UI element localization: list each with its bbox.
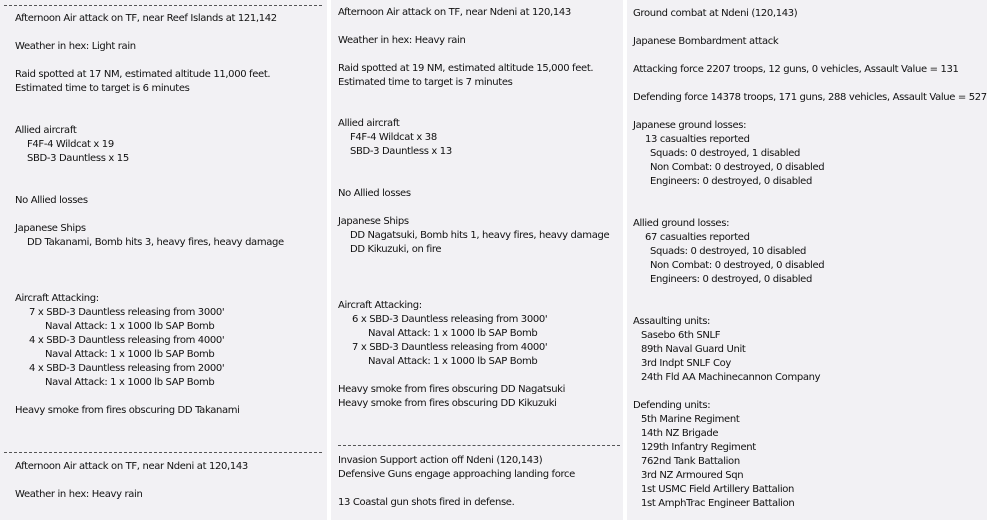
unit-line: 5th Marine Regiment	[641, 414, 740, 425]
unit-line: 3rd NZ Armoured Sqn	[641, 470, 744, 481]
loss-detail-line: Engineers: 0 destroyed, 0 disabled	[650, 176, 812, 187]
next-report-title: Afternoon Air attack on TF, near Ndeni at 120,143	[15, 461, 248, 472]
attack-line: 7 x SBD-3 Dauntless releasing from 4000'	[352, 342, 548, 353]
dashed-separator	[4, 5, 322, 6]
dashed-separator	[338, 445, 620, 446]
invasion-support-title: Invasion Support action off Ndeni (120,143)	[338, 455, 543, 466]
next-weather-line: Weather in hex: Heavy rain	[15, 489, 143, 500]
unit-line: 3rd Indpt SNLF Coy	[641, 358, 731, 369]
unit-line: 1st AmphTrac Engineer Battalion	[641, 498, 795, 509]
combat-report-panel-middle	[331, 0, 623, 520]
loss-detail-line: Engineers: 0 destroyed, 0 disabled	[650, 274, 812, 285]
aircraft-line: SBD-3 Dauntless x 13	[350, 146, 452, 157]
attack-line: 4 x SBD-3 Dauntless releasing from 4000'	[29, 335, 225, 346]
losses-line: No Allied losses	[15, 195, 88, 206]
loss-detail-line: Squads: 0 destroyed, 10 disabled	[650, 246, 807, 257]
allied-aircraft-header: Allied aircraft	[338, 118, 400, 129]
coastal-shots-line: 13 Coastal gun shots fired in defense.	[338, 497, 515, 508]
aircraft-attacking-header: Aircraft Attacking:	[15, 293, 99, 304]
ground-combat-title: Ground combat at Ndeni (120,143)	[633, 8, 798, 19]
defending-units-header: Defending units:	[633, 400, 711, 411]
time-to-target-line: Estimated time to target is 6 minutes	[15, 83, 190, 94]
loss-detail-line: Non Combat: 0 destroyed, 0 disabled	[650, 162, 825, 173]
smoke-line: Heavy smoke from fires obscuring DD Kikuzuki	[338, 398, 557, 409]
japanese-losses-header: Japanese ground losses:	[633, 120, 747, 131]
ship-line: DD Nagatsuki, Bomb hits 1, heavy fires, heavy damage	[350, 230, 610, 241]
smoke-line: Heavy smoke from fires obscuring DD Takanami	[15, 405, 240, 416]
ships-header: Japanese Ships	[15, 223, 86, 234]
combat-report-panel-left	[0, 0, 327, 520]
ground-combat-panel	[627, 0, 987, 520]
assaulting-units-header: Assaulting units:	[633, 316, 711, 327]
defensive-guns-line: Defensive Guns engage approaching landing force	[338, 469, 575, 480]
unit-line: 762nd Tank Battalion	[641, 456, 740, 467]
ships-header: Japanese Ships	[338, 216, 409, 227]
attack-line: 6 x SBD-3 Dauntless releasing from 3000'	[352, 314, 548, 325]
naval-attack-line: Naval Attack: 1 x 1000 lb SAP Bomb	[368, 328, 538, 339]
raid-spotted-line: Raid spotted at 19 NM, estimated altitude 15,000 feet.	[338, 63, 594, 74]
raid-spotted-line: Raid spotted at 17 NM, estimated altitude 11,000 feet.	[15, 69, 271, 80]
report-title: Afternoon Air attack on TF, near Ndeni at 120,143	[338, 7, 571, 18]
naval-attack-line: Naval Attack: 1 x 1000 lb SAP Bomb	[368, 356, 538, 367]
casualties-line: 67 casualties reported	[645, 232, 750, 243]
unit-line: 129th Infantry Regiment	[641, 442, 756, 453]
naval-attack-line: Naval Attack: 1 x 1000 lb SAP Bomb	[45, 321, 215, 332]
loss-detail-line: Squads: 0 destroyed, 1 disabled	[650, 148, 801, 159]
attack-line: 4 x SBD-3 Dauntless releasing from 2000'	[29, 363, 225, 374]
naval-attack-line: Naval Attack: 1 x 1000 lb SAP Bomb	[45, 377, 215, 388]
attack-type-line: Japanese Bombardment attack	[633, 36, 779, 47]
ship-line: DD Kikuzuki, on fire	[350, 244, 442, 255]
aircraft-line: F4F-4 Wildcat x 38	[350, 132, 437, 143]
attacking-force-line: Attacking force 2207 troops, 12 guns, 0 vehicles, Assault Value = 131	[633, 64, 959, 75]
losses-line: No Allied losses	[338, 188, 411, 199]
ship-line: DD Takanami, Bomb hits 3, heavy fires, heavy damage	[27, 237, 284, 248]
defending-force-line: Defending force 14378 troops, 171 guns, 288 vehicles, Assault Value = 527	[633, 92, 987, 103]
unit-line: 14th NZ Brigade	[641, 428, 719, 439]
time-to-target-line: Estimated time to target is 7 minutes	[338, 77, 513, 88]
naval-attack-line: Naval Attack: 1 x 1000 lb SAP Bomb	[45, 349, 215, 360]
unit-line: 24th Fld AA Machinecannon Company	[641, 372, 821, 383]
unit-line: 1st USMC Field Artillery Battalion	[641, 484, 795, 495]
dashed-separator	[4, 452, 322, 453]
loss-detail-line: Non Combat: 0 destroyed, 0 disabled	[650, 260, 825, 271]
smoke-line: Heavy smoke from fires obscuring DD Nagatsuki	[338, 384, 566, 395]
allied-losses-header: Allied ground losses:	[633, 218, 730, 229]
report-title: Afternoon Air attack on TF, near Reef Islands at 121,142	[15, 13, 277, 24]
unit-line: 89th Naval Guard Unit	[641, 344, 746, 355]
unit-line: Sasebo 6th SNLF	[641, 330, 721, 341]
allied-aircraft-header: Allied aircraft	[15, 125, 77, 136]
weather-line: Weather in hex: Heavy rain	[338, 35, 466, 46]
weather-line: Weather in hex: Light rain	[15, 41, 136, 52]
casualties-line: 13 casualties reported	[645, 134, 750, 145]
aircraft-attacking-header: Aircraft Attacking:	[338, 300, 422, 311]
aircraft-line: SBD-3 Dauntless x 15	[27, 153, 129, 164]
attack-line: 7 x SBD-3 Dauntless releasing from 3000'	[29, 307, 225, 318]
aircraft-line: F4F-4 Wildcat x 19	[27, 139, 114, 150]
